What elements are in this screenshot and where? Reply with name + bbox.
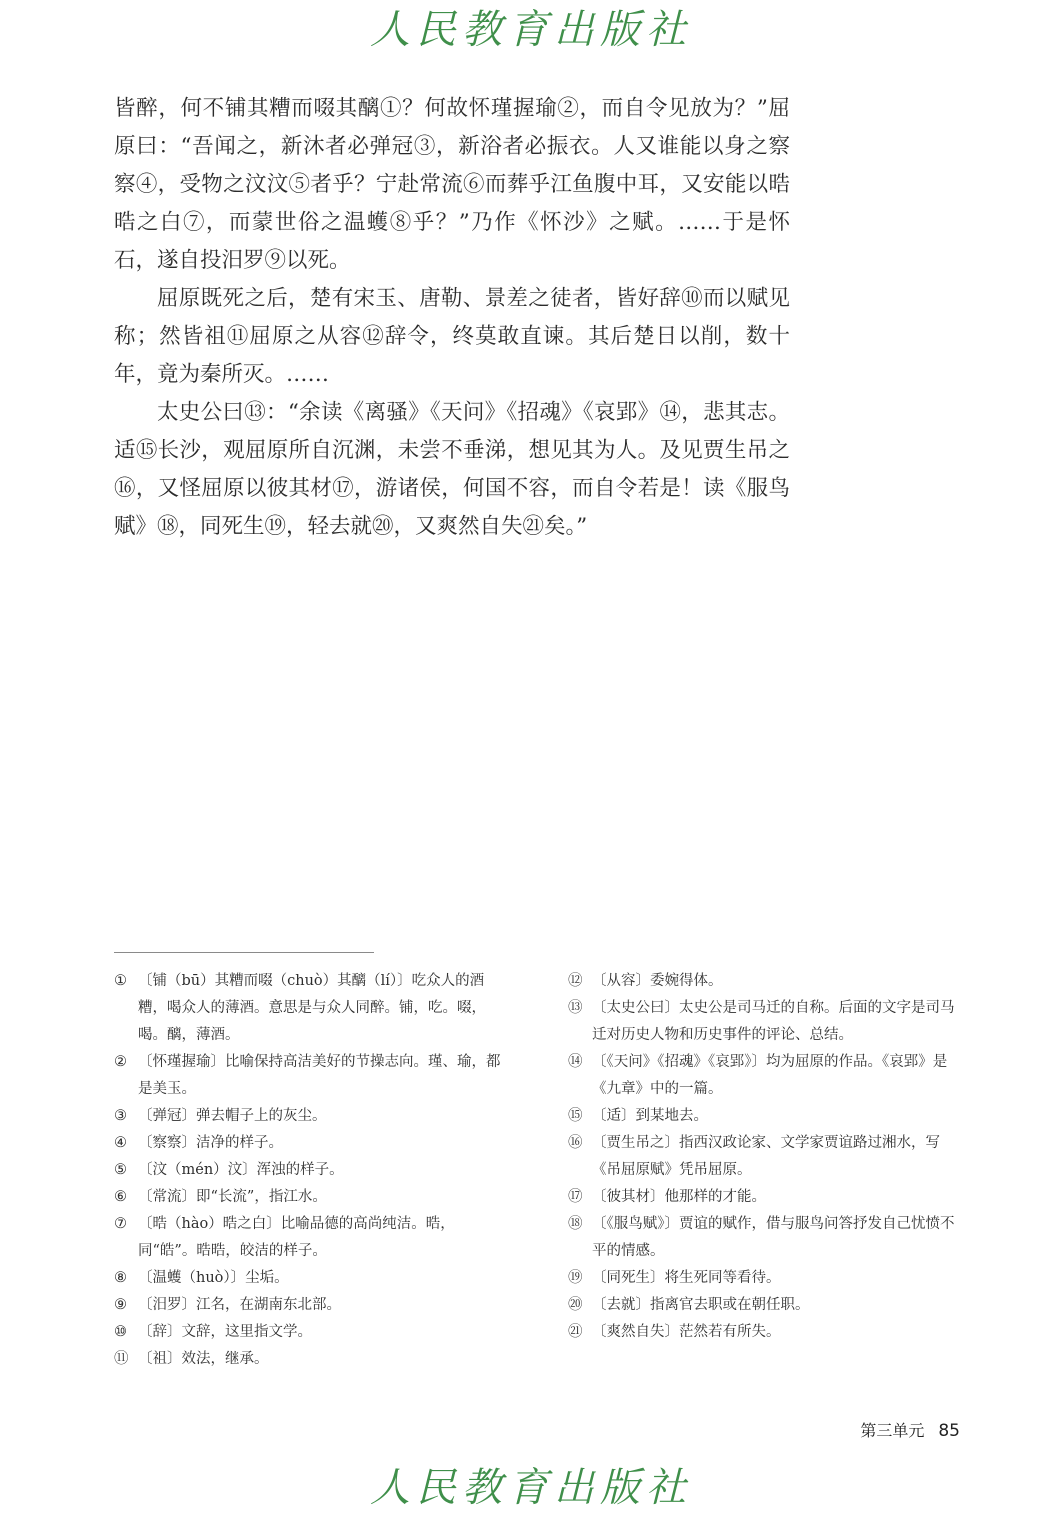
paragraph-3: 太史公曰⑬：“余读《离骚》《天问》《招魂》《哀郢》⑭，悲其志。适⑮长沙，观屈原所自沉渊，未尝不垂涕，想见其为人。及见贾生吊之⑯，又怪屈原以彼其材⑰，游诸侯，何国不容，而自令若是！读《服鸟赋》⑱，同死生⑲，轻去就⑳，又爽然自失㉑矣。” [114, 400, 790, 539]
footnote-item [568, 1265, 962, 1292]
footnote-text: 〔《天问》《招魂》《哀郢》〕均为屈原的作品。《哀郢》是《九章》中的一篇。 [592, 1054, 948, 1097]
footnote-number: ④ [114, 1135, 127, 1151]
footnote-item [568, 1319, 962, 1346]
footnote-number: ⑫ [568, 973, 583, 989]
footnote-item [114, 1157, 510, 1184]
footnote-item [568, 995, 962, 1049]
footnote-text: 〔温蠖（huò）〕尘垢。 [138, 1270, 289, 1286]
footnote-number: ㉑ [568, 1324, 583, 1340]
footnote-number: ⑲ [568, 1270, 583, 1286]
footnote-text: 〔贾生吊之〕指西汉政论家、文学家贾谊路过湘水，写《吊屈原赋》凭吊屈原。 [592, 1135, 940, 1178]
footnote-text: 〔太史公曰〕太史公是司马迁的自称。后面的文字是司马迁对历史人物和历史事件的评论、总结。 [592, 1000, 955, 1043]
footnote-text: 〔爽然自失〕茫然若有所失。 [592, 1324, 781, 1340]
footnote-item [568, 968, 962, 995]
footnote-item [568, 1130, 962, 1184]
footnote-number: ⑱ [568, 1216, 583, 1232]
footnote-text: 〔同死生〕将生死同等看待。 [592, 1270, 781, 1286]
paragraph-1: 皆醉，何不铺其糟而啜其醨①？何故怀瑾握瑜②，而自令见放为？”屈原曰：“吾闻之，新沐者必弹冠③，新浴者必振衣。人又谁能以身之察察④，受物之汶汶⑤者乎？宁赴常流⑥而葬乎江鱼腹中耳，又安能以晧晧之白⑦，而蒙世俗之温蠖⑧乎？”乃作《怀沙》之赋。……于是怀石，遂自投汨罗⑨以死。 [114, 96, 790, 273]
footnote-item [114, 1049, 510, 1103]
footnote-item [114, 968, 510, 1049]
footnote-item [114, 1103, 510, 1130]
footnote-number: ⑥ [114, 1189, 127, 1205]
footnote-text: 〔辞〕文辞，这里指文学。 [138, 1324, 312, 1340]
footnote-item [114, 1292, 510, 1319]
footnote-item [114, 1265, 510, 1292]
footnote-text: 〔铺（bū）其糟而啜（chuò）其醨（lí）〕吃众人的酒糟，喝众人的薄酒。意思是与众人同醉。铺，吃。啜，喝。醨，薄酒。 [138, 973, 486, 1043]
unit-label: 第三单元 [860, 1421, 925, 1440]
footnote-text: 〔汶（mén）汶〕浑浊的样子。 [138, 1162, 344, 1178]
footnote-number: ② [114, 1054, 127, 1070]
footnote-number: ⑦ [114, 1216, 127, 1232]
footnote-text: 〔彼其材〕他那样的才能。 [592, 1189, 766, 1205]
footnote-item [114, 1130, 510, 1157]
footnote-item [568, 1292, 962, 1319]
footnote-number: ⑰ [568, 1189, 583, 1205]
footnote-text: 〔晧（hào）晧之白〕比喻品德的高尚纯洁。晧，同“皓”。晧晧，皎洁的样子。 [138, 1216, 455, 1259]
footnote-number: ⑩ [114, 1324, 127, 1340]
footnote-number: ⑭ [568, 1054, 583, 1070]
footnote-text: 〔适〕到某地去。 [592, 1108, 708, 1124]
footnote-item [568, 1103, 962, 1130]
page-footer [860, 1418, 960, 1441]
footnote-text: 〔《服鸟赋》〕贾谊的赋作，借与服鸟问答抒发自己忧愤不平的情感。 [592, 1216, 955, 1259]
footnote-number: ⑪ [114, 1351, 129, 1367]
main-text [114, 90, 790, 546]
footnote-divider [114, 952, 374, 953]
footnotes-right-column [568, 968, 962, 1346]
footnote-item [568, 1211, 962, 1265]
footnote-text: 〔弹冠〕弹去帽子上的灰尘。 [138, 1108, 327, 1124]
footnote-text: 〔怀瑾握瑜〕比喻保持高洁美好的节操志向。瑾、瑜，都是美玉。 [138, 1054, 501, 1097]
footnote-number: ⑳ [568, 1297, 583, 1313]
footnote-number: ⑨ [114, 1297, 127, 1313]
footnote-number: ⑧ [114, 1270, 127, 1286]
footnote-item [114, 1319, 510, 1346]
publisher-watermark-top: 人民教育出版社 [370, 7, 692, 53]
footnote-text: 〔察察〕洁净的样子。 [138, 1135, 283, 1151]
footnote-item [114, 1211, 510, 1265]
footnote-text: 〔祖〕效法，继承。 [138, 1351, 269, 1367]
paragraph-2: 屈原既死之后，楚有宋玉、唐勒、景差之徒者，皆好辞⑩而以赋见称；然皆祖⑪屈原之从容⑫辞令，终莫敢直谏。其后楚日以削，数十年，竟为秦所灭。…… [114, 286, 790, 387]
footnote-text: 〔从容〕委婉得体。 [592, 973, 723, 989]
footnote-number: ⑮ [568, 1108, 583, 1124]
footnotes-left-column [114, 968, 510, 1373]
publisher-watermark-bottom: 人民教育出版社 [370, 1465, 692, 1511]
footnote-number: ⑯ [568, 1135, 583, 1151]
footnote-item [114, 1346, 510, 1373]
footnote-number: ① [114, 973, 127, 989]
footnote-text: 〔去就〕指离官去职或在朝任职。 [592, 1297, 810, 1313]
footnote-item [568, 1049, 962, 1103]
footnote-text: 〔常流〕即“长流”，指江水。 [138, 1189, 327, 1205]
footnote-number: ③ [114, 1108, 127, 1124]
footnote-number: ⑬ [568, 1000, 583, 1016]
footnote-text: 〔汨罗〕江名，在湖南东北部。 [138, 1297, 341, 1313]
footnote-item [568, 1184, 962, 1211]
footnote-number: ⑤ [114, 1162, 127, 1178]
footnote-item [114, 1184, 510, 1211]
page-number: 85 [938, 1421, 960, 1441]
